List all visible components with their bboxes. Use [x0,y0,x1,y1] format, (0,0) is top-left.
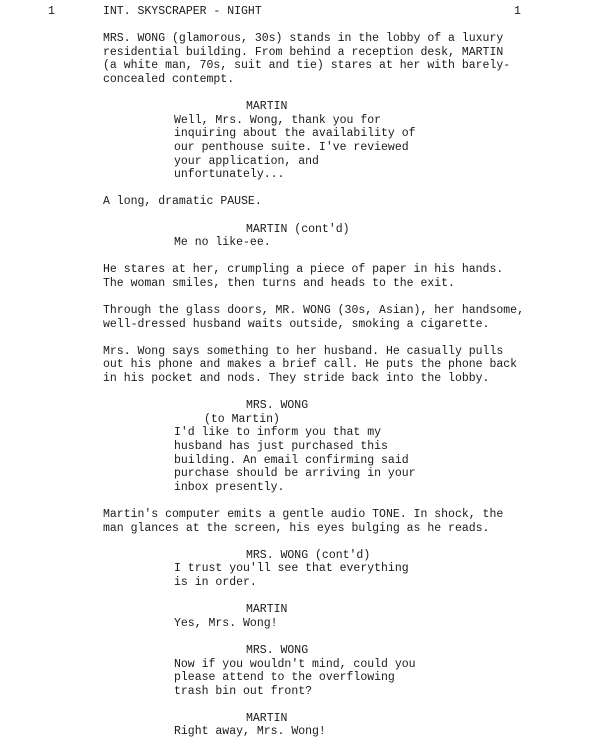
character-cue: MRS. WONG [246,643,309,657]
dialogue-line: our penthouse suite. I've reviewed [174,140,409,154]
action-block [103,508,533,535]
character-cue: MARTIN [246,100,288,114]
action-line: man glances at the screen, his eyes bulging as he reads. [103,521,490,535]
dialogue-line: is in order. [174,575,257,589]
character-cue: MRS. WONG (cont'd) [246,548,371,562]
action-block [103,304,533,331]
action-line: Through the glass doors, MR. WONG (30s, Asian), her handsome, [103,304,524,318]
dialogue-line: Me no like-ee. [174,236,271,250]
parenthetical: (to Martin) [204,412,280,426]
character-cue: MRS. WONG [246,399,309,413]
dialogue-line: inbox presently. [174,480,285,494]
character-cue: MARTIN [246,711,288,725]
dialogue-line: please attend to the overflowing [174,671,395,685]
cue-block [103,223,533,237]
action-block [103,195,533,209]
scene-heading: INT. SKYSCRAPER - NIGHT [103,5,262,18]
action-line: in his pocket and nods. They stride back into the lobby. [103,372,490,386]
dialogue-block [103,236,533,250]
cue-block [103,399,533,413]
action-block [103,345,533,386]
dialogue-line: I trust you'll see that everything [174,562,409,576]
dialogue-line: Right away, Mrs. Wong! [174,725,326,739]
cue-block [103,644,533,658]
action-line: residential building. From behind a reception desk, MARTIN [103,45,504,59]
dialogue-line: I'd like to inform you that my [174,426,382,440]
screenplay-body [103,5,533,739]
cue-block [103,712,533,726]
parenthetical-block [103,413,533,427]
page-number-right: 1 [514,5,521,18]
cue-block [103,549,533,563]
dialogue-block [103,617,533,631]
action-line: (a white man, 70s, suit and tie) stares at her with barely- [103,59,511,73]
dialogue-block [103,562,533,589]
dialogue-line: unfortunately... [174,168,285,182]
dialogue-block [103,658,533,699]
action-block [103,263,533,290]
action-line: He stares at her, crumpling a piece of paper in his hands. [103,263,504,277]
dialogue-line: your application, and [174,154,319,168]
character-cue: MARTIN (cont'd) [246,222,350,236]
page-number-left: 1 [48,5,55,18]
cue-block [103,100,533,114]
dialogue-line: husband has just purchased this [174,440,388,453]
action-line: Martin's computer emits a gentle audio TONE. In shock, the [103,507,504,521]
action-line: concealed contempt. [103,72,235,86]
dialogue-block [103,725,533,739]
dialogue-line: trash bin out front? [174,684,313,698]
action-line: The woman smiles, then turns and heads to the exit. [103,276,455,290]
action-block [103,32,533,86]
dialogue-line: inquiring about the availability of [174,127,416,141]
character-cue: MARTIN [246,603,288,617]
cue-block [103,603,533,617]
action-line: well-dressed husband waits outside, smoking a cigarette. [103,317,490,331]
dialogue-line: Well, Mrs. Wong, thank you for [174,113,382,127]
dialogue-line: Now if you wouldn't mind, could you [174,657,416,671]
dialogue-line: Yes, Mrs. Wong! [174,616,278,630]
action-line: MRS. WONG (glamorous, 30s) stands in the lobby of a luxury [103,32,504,46]
dialogue-line: building. An email confirming said [174,453,409,467]
action-line: Mrs. Wong says something to her husband. He casually pulls [103,344,504,358]
dialogue-block [103,426,533,494]
action-line: out his phone and makes a brief call. He puts the phone back [103,358,518,372]
dialogue-line: purchase should be arriving in your [174,467,416,481]
action-line: A long, dramatic PAUSE. [103,195,262,209]
dialogue-block [103,114,533,182]
